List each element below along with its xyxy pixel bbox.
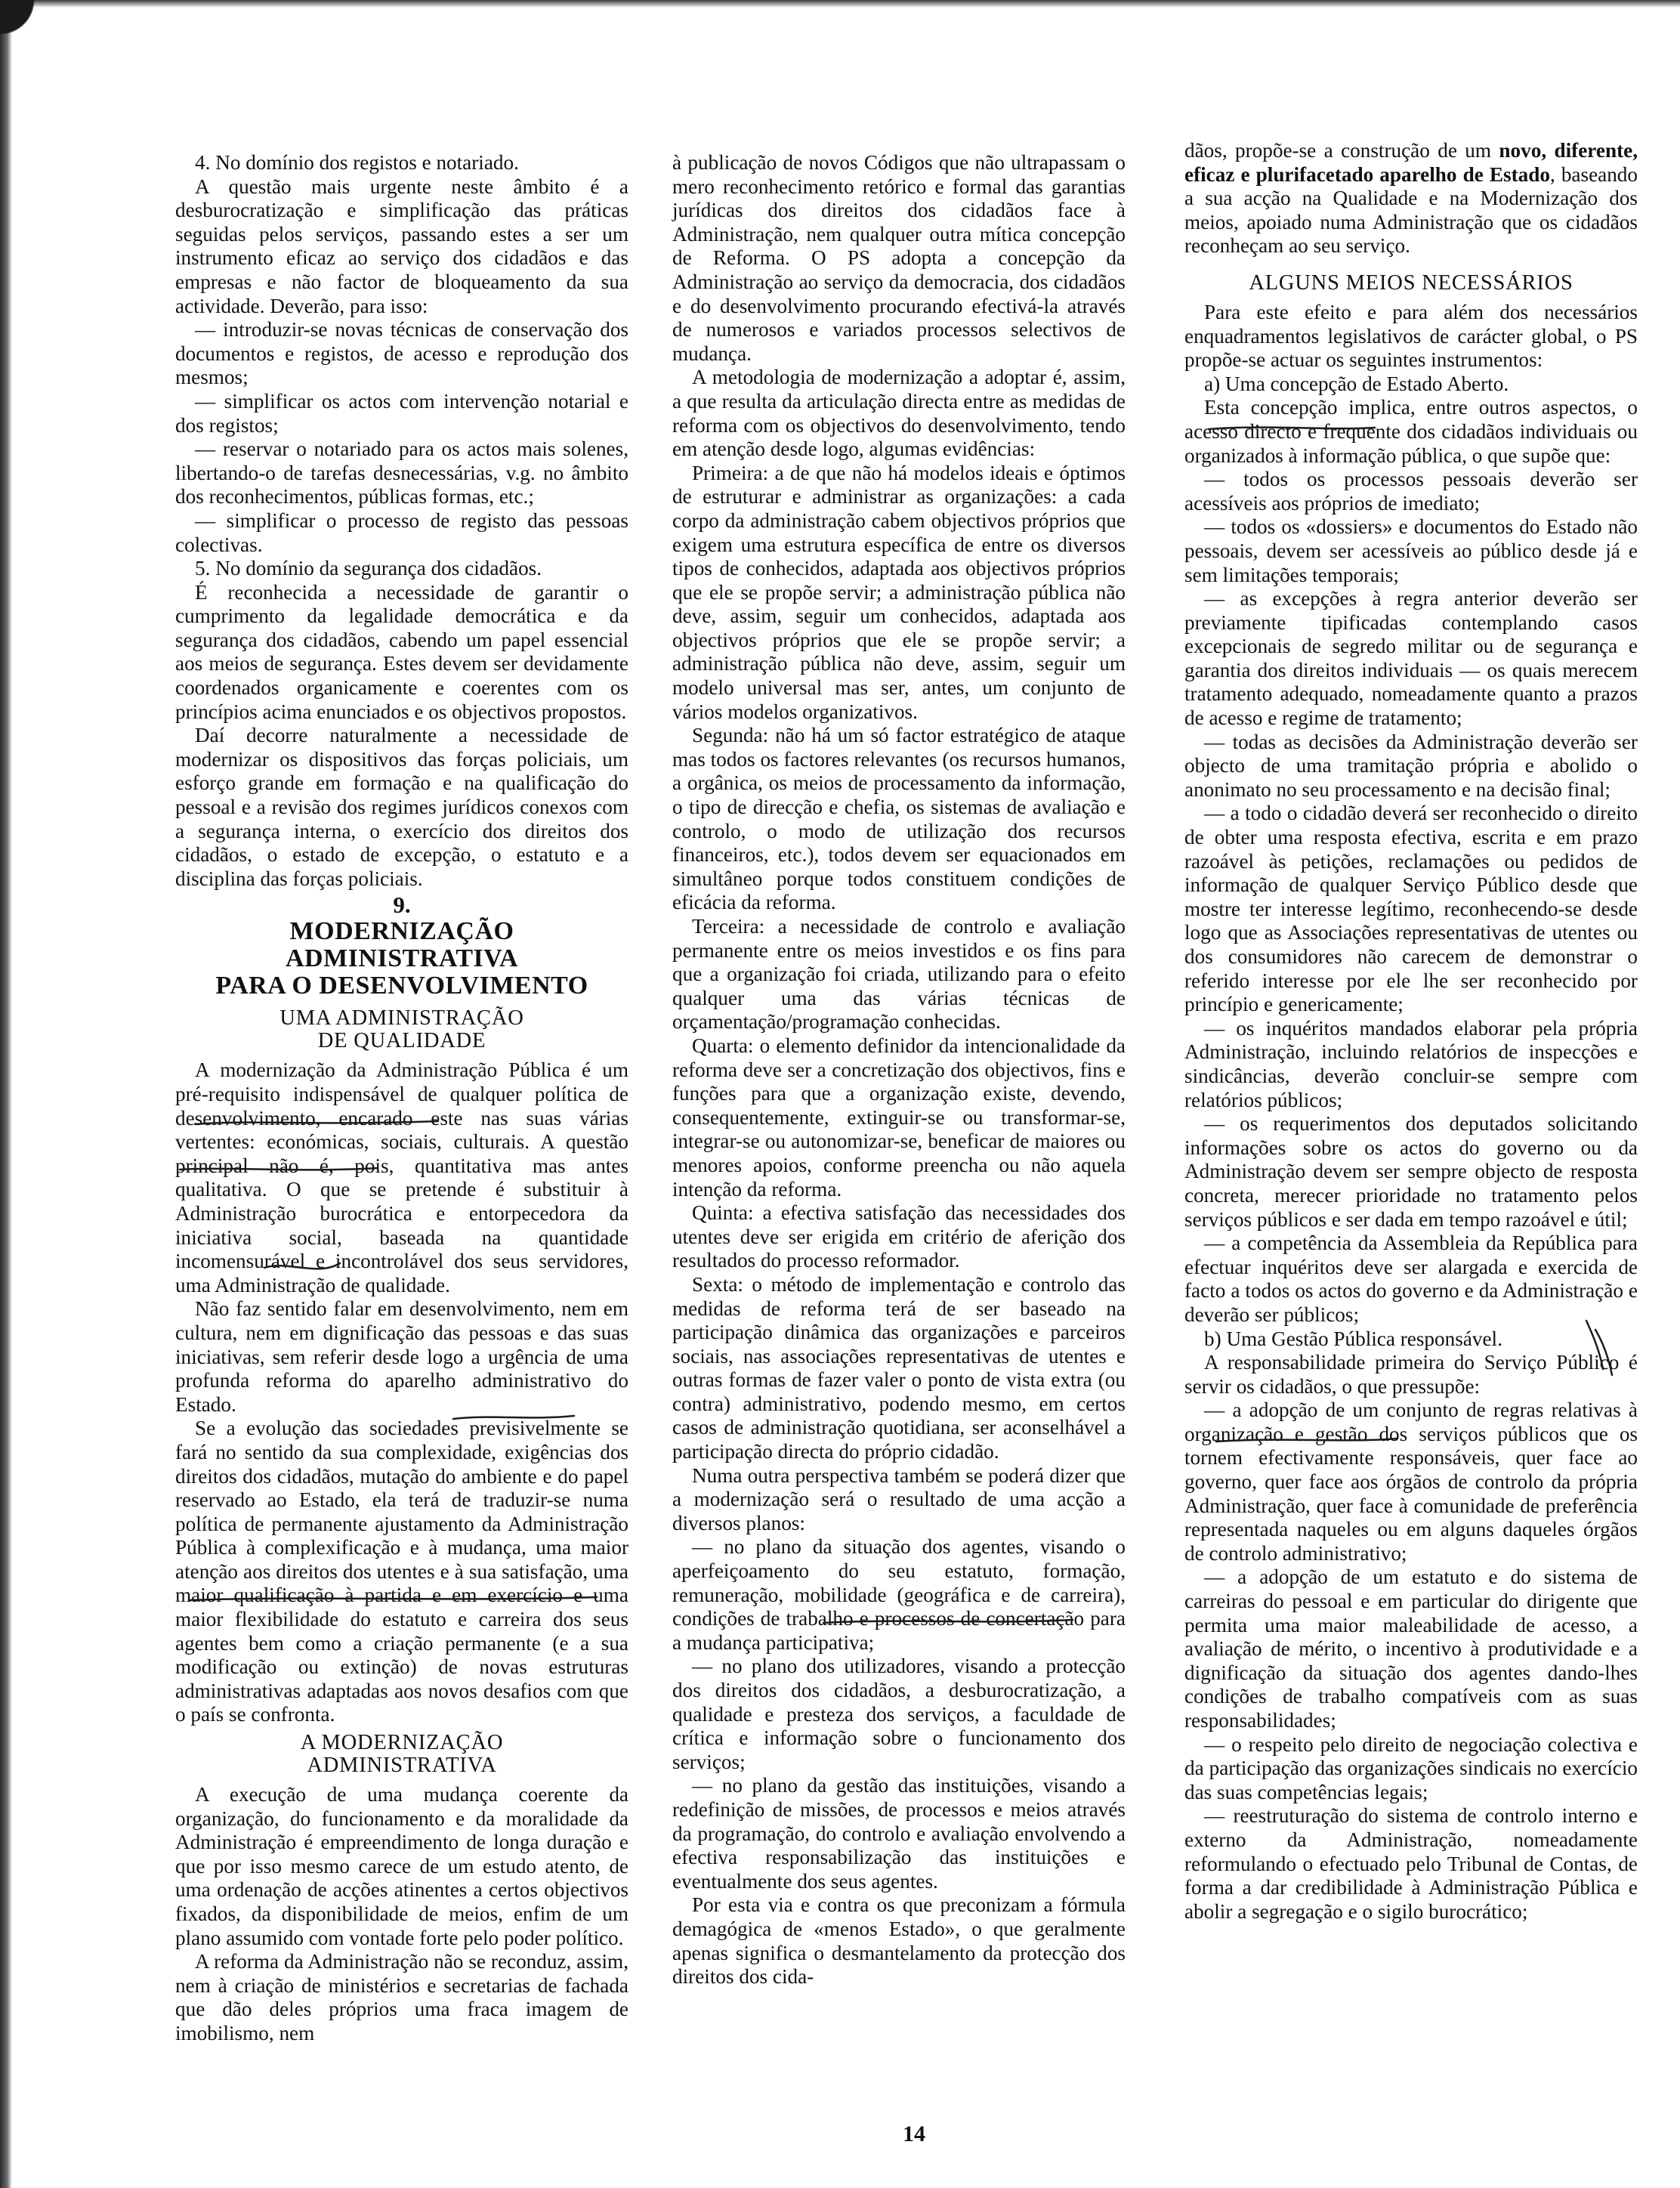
section-title-line: ADMINISTRATIVA xyxy=(285,944,519,973)
list-item: — no plano da gestão das instituições, visando a redefinição de missões, de processos e meios através da programação, do controlo e avaliação envolvendo a efectiva responsabilização das instituições e eventualmente dos seus agentes. xyxy=(672,1774,1126,1893)
paragraph-quinta: Quinta: a efectiva satisfação das necessidades dos utentes deve ser erigida em critério de aferição dos resultados do processo reformador. xyxy=(672,1201,1126,1272)
list-item: — reestruturação do sistema de controlo interno e externo da Administração, nomeadamente reformulando o efectuado pelo Tribunal de Contas, de forma a dar credibilidade à Administração Pública e abolir a segregação e o sigilo burocrático; xyxy=(1184,1804,1638,1923)
column-3 xyxy=(1184,139,1638,1924)
page-number: 14 xyxy=(903,2122,925,2146)
list-item: — todos os processos pessoais deverão ser acessíveis aos próprios de imediato; xyxy=(1184,468,1638,515)
paragraph: Por esta via e contra os que preconizam a fórmula demagógica de «menos Estado», o que geralmente apenas significa o desmantelamento da protecção dos direitos dos cida- xyxy=(672,1893,1126,1989)
list-item: — simplificar o processo de registo das pessoas colectivas. xyxy=(175,508,628,556)
list-item: — os inquéritos mandados elaborar pela própria Administração, incluindo relatórios de inspecções e sindicâncias, deverão concluir-se sempre com relatórios públicos; xyxy=(1184,1016,1638,1111)
list-item: — a competência da Assembleia da República para efectuar inquéritos deve ser alargada e exercida de facto a todos os actos do governo e da Administração e deverão ser públicos; xyxy=(1184,1232,1638,1326)
paragraph: Esta concepção implica, entre outros aspectos, o acesso directo e frequente dos cidadãos individuais ou organizados à informação pública, o que supõe que: xyxy=(1184,396,1638,467)
paragraph: Numa outra perspectiva também se poderá dizer que a modernização será o resultado de uma acção a diversos planos: xyxy=(672,1463,1126,1534)
section-title xyxy=(175,918,628,1000)
text-run: dãos, propõe-se a construção de um xyxy=(1184,139,1499,162)
column-2 xyxy=(672,151,1126,1989)
paragraph: Se a evolução das sociedades previsivelmente se fará no sentido da sua complexidade, exigências dos direitos dos cidadãos, mutação do ambiente e do papel reservado ao Estado, ela terá de traduzir-se numa política de permanente ajustamento da Administração Pública à complexificação e à mudança, uma maior atenção aos direitos dos utentes e à sua satisfação, uma maior qualificação à partida e em exercício e uma maior flexibilidade do estatuto e carreira dos seus agentes bem como a criação permanente (e a sua modificação ou extinção) de novas estruturas administrativas adaptadas aos novos desafios com que o país se confronta. xyxy=(175,1417,628,1726)
list-item: — as excepções à regra anterior deverão ser previamente tipificadas contemplando casos excepcionais de segredo militar ou de segurança e garantia dos direitos individuais — os quais merecem tratamento adequado, nomeadamente quanto a prazos de acesso e regime de tratamento; xyxy=(1184,587,1638,730)
subsection-a-heading: a) Uma concepção de Estado Aberto. xyxy=(1204,372,1509,395)
list-item: — introduzir-se novas técnicas de conservação dos documentos e registos, de acesso e reprodução dos mesmos; xyxy=(175,318,628,389)
paragraph: A metodologia de modernização a adoptar é, assim, a que resulta da articulação directa entre as medidas de reforma com os objectivos do desenvolvimento, tendo em atenção desde logo, algumas evidências: xyxy=(672,366,1126,461)
list-item: — a adopção de um estatuto e do sistema de carreiras do pessoal e em particular do dirigente que permita uma maior maleabilidade de acesso, a avaliação de mérito, o incentivo à produtividade e a dignificação da situação dos agentes dando-lhes condições de trabalho compatíveis com as suas responsabilidades; xyxy=(1184,1565,1638,1732)
section-number: 9. xyxy=(393,892,411,919)
subheading-line: UMA ADMINISTRAÇÃO xyxy=(279,1006,524,1031)
scan-edge-left xyxy=(0,0,12,2188)
paragraph: A execução de uma mudança coerente da organização, do funcionamento e da moralidade da Administração é empreendimento de longa duração e que por isso mesmo carece de um estudo atento, de uma ordenação de acções atinentes a certos objectivos fixados, da disponibilidade de meios, enfim de um plano assumido com vontade forte pelo poder político. xyxy=(175,1783,628,1949)
paragraph-sexta: Sexta: o método de implementação e controlo das medidas de reforma terá de ser baseado na participação dinâmica das organizações e parceiros sociais, nas associações representativas de utentes e outras formas de fazer valer o ponto de vista extra (ou contra) administrativo, podendo mesmo, em certos casos de administração quotidiana, ser aconselhável a participação directa do próprio cidadão. xyxy=(672,1272,1126,1463)
list-item: — no plano dos utilizadores, visando a protecção dos direitos dos cidadãos, a desburocratização, a qualidade e presteza dos serviços, a faculdade de crítica e informação sobre o funcionamento dos serviços; xyxy=(672,1655,1126,1773)
paragraph: A modernização da Administração Pública é um pré-requisito indispensável de qualquer política de desenvolvimento, encarado este nas suas várias vertentes: económicas, sociais, culturais. A questão principal não é, pois, quantitativa mas antes qualitativa. O que se pretende é substituir à Administração burocrática e entorpecedora da iniciativa social, baseada na quantidade incomensurável e incontrolável dos seus servidores, uma Administração de qualidade. xyxy=(175,1058,628,1296)
list-item: — a adopção de um conjunto de regras relativas à organização e gestão dos serviços públicos que os tornem efectivamente responsáveis, quer face ao governo, quer face aos órgãos de controlo da própria Administração, quer face à comunidade de preferência representada naqueles ou em alguns daqueles órgãos de controlo administrativo; xyxy=(1184,1398,1638,1565)
paragraph xyxy=(1184,139,1638,258)
paragraph: A questão mais urgente neste âmbito é a desburocratização e simplificação das práticas seguidas pelos serviços, passando estes a ser um instrumento eficaz ao serviço dos cidadãos e das empresas e não factor de bloqueamento da sua actividade. Deverão, para isso: xyxy=(175,175,628,317)
paragraph: Daí decorre naturalmente a necessidade de modernizar os dispositivos das forças policiais, um esforço grande em formação e na qualificação do pessoal e a revisão dos regimes jurídicos conexos com a segurança interna, o exercício dos direitos dos cidadãos, o estado de excepção, o estatuto e a disciplina das forças policiais. xyxy=(175,724,628,890)
paragraph: à publicação de novos Códigos que não ultrapassam o mero reconhecimento retórico e formal das garantias jurídicas dos direitos dos cidadãos face à Administração, nem qualquer outra mítica concepção de Reforma. O PS adopta a concepção da Administração ao serviço da democracia, dos cidadãos e do desenvolvimento procurando efectivá-la através de numerosos e variados processos selectivos de mudança. xyxy=(672,151,1126,365)
list-item: — todas as decisões da Administração deverão ser objecto de uma tramitação própria e abolido o anonimato no seu processamento e na decisão final; xyxy=(1184,730,1638,801)
list-item: — o respeito pelo direito de negociação colectiva e da participação das organizações sindicais no exercício das suas competências legais; xyxy=(1184,1732,1638,1803)
text-run: , baseando a sua acção na Qualidade e na Modernização dos meios, apoiado numa Administração que os cidadãos reconheçam ao seu serviço. xyxy=(1184,162,1638,258)
section-title-line: MODERNIZAÇÃO xyxy=(289,917,514,946)
list-item: — simplificar os actos com intervenção notarial e dos registos; xyxy=(175,389,628,437)
paragraph: Não faz sentido falar em desenvolvimento, nem em cultura, nem em dignificação das pessoas e das suas iniciativas, sem referir desde logo a urgência de uma profunda reforma do aparelho administrativo do Estado. xyxy=(175,1297,628,1416)
list-item: — todos os «dossiers» e documentos do Estado não pessoais, devem ser acessíveis ao público desde já e sem limitações temporais; xyxy=(1184,515,1638,586)
subheading-line: DE QUALIDADE xyxy=(317,1029,486,1053)
subheading-modernizacao-administrativa xyxy=(175,1732,628,1777)
bold-text-run: novo, diferente, eficaz e plurifacetado aparelho de Estado xyxy=(1184,139,1638,186)
list-item: — os requerimentos dos deputados solicitando informações sobre os actos do governo ou da Administração devem ser sempre objecto de resposta concreta, merecer prioridade no tratamento pelos serviços públicos e ser dada em tempo razoável e útil; xyxy=(1184,1112,1638,1231)
column-1 xyxy=(175,151,628,2046)
list-item: — no plano da situação dos agentes, visando o aperfeiçoamento do seu estatuto, formação, remuneração, mobilidade (geográfica e de carreira), condições de trabalho e processos de concertação para a mudança participativa; xyxy=(672,1535,1126,1654)
paragraph: A reforma da Administração não se reconduz, assim, nem à criação de ministérios e secretarias de fachada que dão deles próprios uma fraca imagem de imobilismo, nem xyxy=(175,1950,628,2044)
list-item: — a todo o cidadão deverá ser reconhecido o direito de obter uma resposta efectiva, escrita e em prazo razoável às petições, reclamações ou pedidos de informação de qualquer Serviço Público desde que mostre ter interesse legítimo, reconhecendo-se desde logo que as Associações representativas de utentes ou dos consumidores não carecem de demonstrar o referido interesse por ele lhe ser reconhecido por princípio e genericamente; xyxy=(1184,802,1638,1016)
list-item: — reservar o notariado para os actos mais solenes, libertando-o de tarefas desnecessárias, v.g. no âmbito dos reconhecimentos, públicas formas, etc.; xyxy=(175,437,628,508)
subheading-alguns-meios: ALGUNS MEIOS NECESSÁRIOS xyxy=(1249,270,1573,295)
paragraph-primeira: Primeira: a de que não há modelos ideais e óptimos de estruturar e administrar as organizações: a cada corpo da administração cabem objectivos próprios que exigem uma estrutura específica de entre os diversos tipos de conhecidos, adaptada aos objectivos próprios que ele se propõe servir; a administração pública não deve, assim, seguir um conhecidos, adaptada aos objectivos próprios que ele se propõe servir; a administração pública não deve, assim, seguir um modelo universal mas ser, antes, um conjunto de vários modelos organizativos. xyxy=(672,461,1126,723)
paragraph: É reconhecida a necessidade de garantir o cumprimento da legalidade democrática e da segurança dos cidadãos, cabendo um papel essencial aos meios de segurança. Estes devem ser devidamente coordenados organicamente e coerentes com os princípios acima enunciados e os objectivos propostos. xyxy=(175,580,628,723)
subsection-b-heading: b) Uma Gestão Pública responsável. xyxy=(1204,1327,1502,1350)
subheading-line: A MODERNIZAÇÃO xyxy=(300,1731,504,1755)
paragraph-seguranca-heading: 5. No domínio da segurança dos cidadãos. xyxy=(195,557,542,580)
paragraph: Para este efeito e para além dos necessários enquadramentos legislativos de carácter global, o PS propõe-se actuar os seguintes instrumentos: xyxy=(1184,300,1638,372)
scan-corner-shadow xyxy=(0,0,83,83)
paragraph-registos-heading: 4. No domínio dos registos e notariado. xyxy=(195,151,519,174)
paragraph: A responsabilidade primeira do Serviço Público é servir os cidadãos, o que pressupõe: xyxy=(1184,1351,1638,1398)
subheading-administracao-qualidade xyxy=(175,1007,628,1052)
paragraph-terceira: Terceira: a necessidade de controlo e avaliação permanente entre os meios investidos e os fins para que a organização foi criada, utilizando para o efeito qualquer uma das várias técnicas de orçamentação/programação conhecidas. xyxy=(672,915,1126,1034)
subheading-line: ADMINISTRATIVA xyxy=(307,1754,497,1778)
scan-edge-top xyxy=(0,0,1680,8)
paragraph-segunda: Segunda: não há um só factor estratégico de ataque mas todos os factores relevantes (os recursos humanos, a orgânica, os meios de processamento da informação, o tipo de direcção e chefia, os sistemas de avaliação e controlo, o modo de utilização dos recursos financeiros, etc.), todos devem ser equacionados em simultâneo porque todos constituem condições de eficácia da reforma. xyxy=(672,724,1126,914)
section-title-line: PARA O DESENVOLVIMENTO xyxy=(215,972,588,1000)
paragraph-quarta: Quarta: o elemento definidor da intencionalidade da reforma deve ser a concretização dos objectivos, fins e funções para que a organização existe, devendo, consequentemente, extinguir-se ou transformar-se, integrar-se ou autonomizar-se, beneficar de maiores ou menores apoios, conforme preencha ou não aquela intenção da reforma. xyxy=(672,1034,1126,1201)
